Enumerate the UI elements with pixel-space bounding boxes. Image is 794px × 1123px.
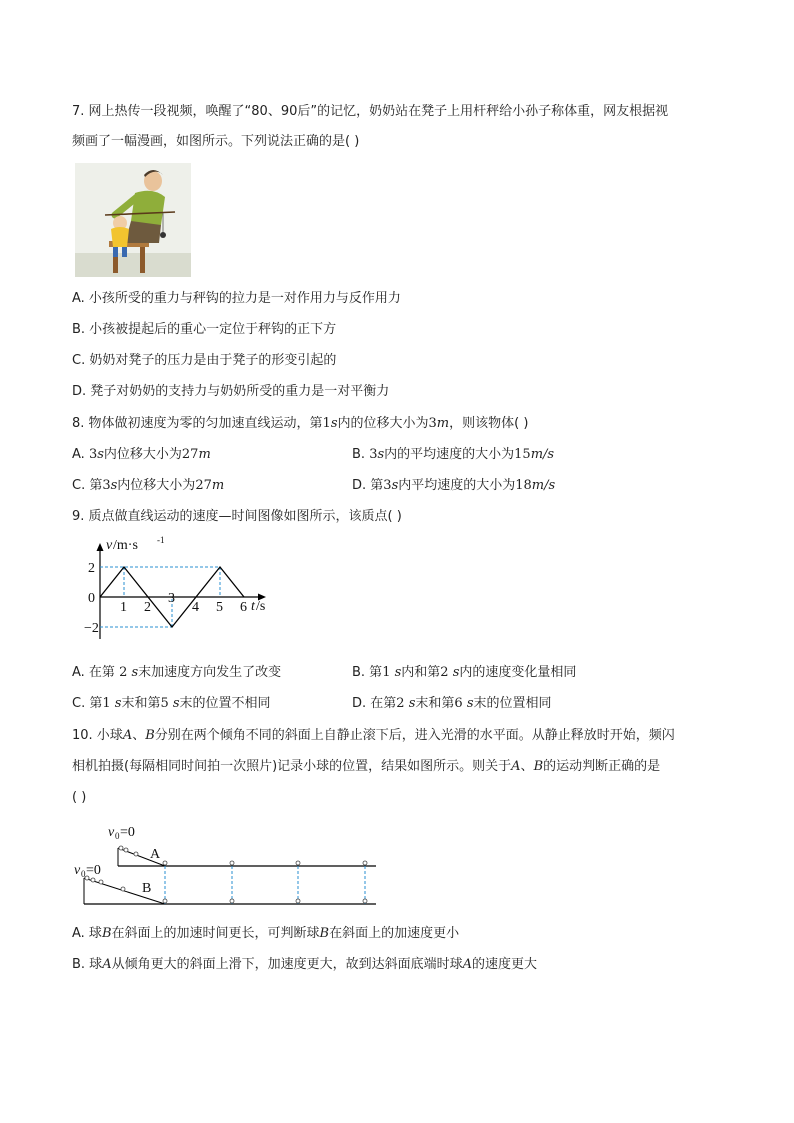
label-b: B <box>142 881 152 896</box>
v0-sub-b: 0 <box>81 869 86 879</box>
q10-inclined-planes-figure <box>74 818 384 910</box>
q8-option-a: A. 3s内位移大小为27m <box>72 447 211 462</box>
q10-stem-line1: 10. 小球A、B分别在两个倾角不同的斜面上自静止滚下后，进入光滑的水平面。从静止释放时开始，频闪 <box>72 728 675 743</box>
q9-velocity-time-graph <box>80 535 280 645</box>
v0-eq-b: =0 <box>86 863 101 878</box>
slope-b-incline <box>84 878 165 904</box>
q10-stem-line2: 相机拍摄(每隔相同时间拍一次照片)记录小球的位置，结果如图所示。则关于A、B的运动判断正确的是 <box>72 759 661 774</box>
q8-option-d: D. 第3s内平均速度的大小为18m/s <box>352 478 556 493</box>
v0-eq-a: =0 <box>120 825 135 840</box>
q7-option-c: C. 奶奶对凳子的压力是由于凳子的形变引起的 <box>72 353 337 368</box>
q9-option-d: D. 在第2 s末和第6 s末的位置相同 <box>352 696 552 711</box>
y-tick-label-max: 2 <box>88 561 95 576</box>
x-axis-label-t: t <box>251 599 255 614</box>
v0-sub-a: 0 <box>115 831 120 841</box>
x-tick-label-6: 6 <box>240 600 247 615</box>
q7-stem-line2: 频画了一幅漫画，如图所示。下列说法正确的是( ) <box>72 134 360 149</box>
x-axis-label-unit: /s <box>256 599 266 614</box>
ball-b-6 <box>230 899 234 903</box>
x-tick-label-2: 2 <box>144 600 151 615</box>
y-axis-label-exp: -1 <box>157 535 165 545</box>
x-tick-label-5: 5 <box>216 600 223 615</box>
q10-stem-line3: ( ) <box>72 790 87 805</box>
q8-stem: 8. 物体做初速度为零的匀加速直线运动，第1s内的位移大小为3m，则该物体( ) <box>72 416 529 431</box>
q10-option-a: A. 球B在斜面上的加速时间更长，可判断球B在斜面上的加速度更小 <box>72 926 460 941</box>
ball-a-1 <box>119 846 123 850</box>
ball-a-4 <box>163 861 167 865</box>
y-tick-label-zero: 0 <box>88 591 95 606</box>
v0-label-a: v <box>108 825 115 840</box>
v0-label-b: v <box>74 863 81 878</box>
y-tick-label-min: −2 <box>84 621 99 636</box>
q7-cartoon-illustration <box>75 163 191 277</box>
y-axis-label-v: v <box>106 538 113 553</box>
q9-option-a: A. 在第 2 s末加速度方向发生了改变 <box>72 665 282 680</box>
ball-b-5 <box>163 899 167 903</box>
ball-a-3 <box>134 852 138 856</box>
ball-b-4 <box>121 887 125 891</box>
q9-option-b: B. 第1 s内和第2 s内的速度变化量相同 <box>352 665 577 680</box>
ball-a-6 <box>296 861 300 865</box>
label-a: A <box>150 847 161 862</box>
q9-stem: 9. 质点做直线运动的速度—时间图像如图所示，该质点( ) <box>72 509 402 524</box>
q10-option-b: B. 球A从倾角更大的斜面上滑下，加速度更大，故到达斜面底端时球A的速度更大 <box>72 957 537 972</box>
ball-b-8 <box>363 899 367 903</box>
q7-option-d: D. 凳子对奶奶的支持力与奶奶所受的重力是一对平衡力 <box>72 384 390 399</box>
ball-b-3 <box>99 880 103 884</box>
ball-a-7 <box>363 861 367 865</box>
q8-option-c: C. 第3s内位移大小为27m <box>72 478 225 493</box>
ball-b-7 <box>296 899 300 903</box>
q7-stem-line1: 7. 网上热传一段视频，唤醒了“80、90后”的记忆，奶奶站在凳子上用杆秤给小孙子称体重，网友根据视 <box>72 104 669 119</box>
q7-option-a: A. 小孩所受的重力与秤钩的拉力是一对作用力与反作用力 <box>72 291 401 306</box>
q7-option-b: B. 小孩被提起后的重心一定位于秤钩的正下方 <box>72 322 337 337</box>
y-axis-label-unit: /m·s <box>113 538 138 553</box>
q9-option-c: C. 第1 s末和第5 s末的位置不相同 <box>72 696 271 711</box>
x-tick-label-1: 1 <box>120 600 127 615</box>
ball-a-2 <box>124 848 128 852</box>
q8-option-b: B. 3s内的平均速度的大小为15m/s <box>352 447 555 462</box>
x-tick-label-3: 3 <box>168 591 175 606</box>
ball-b-2 <box>91 878 95 882</box>
y-axis-arrow <box>97 543 104 551</box>
ball-a-5 <box>230 861 234 865</box>
x-tick-label-4: 4 <box>192 600 199 615</box>
